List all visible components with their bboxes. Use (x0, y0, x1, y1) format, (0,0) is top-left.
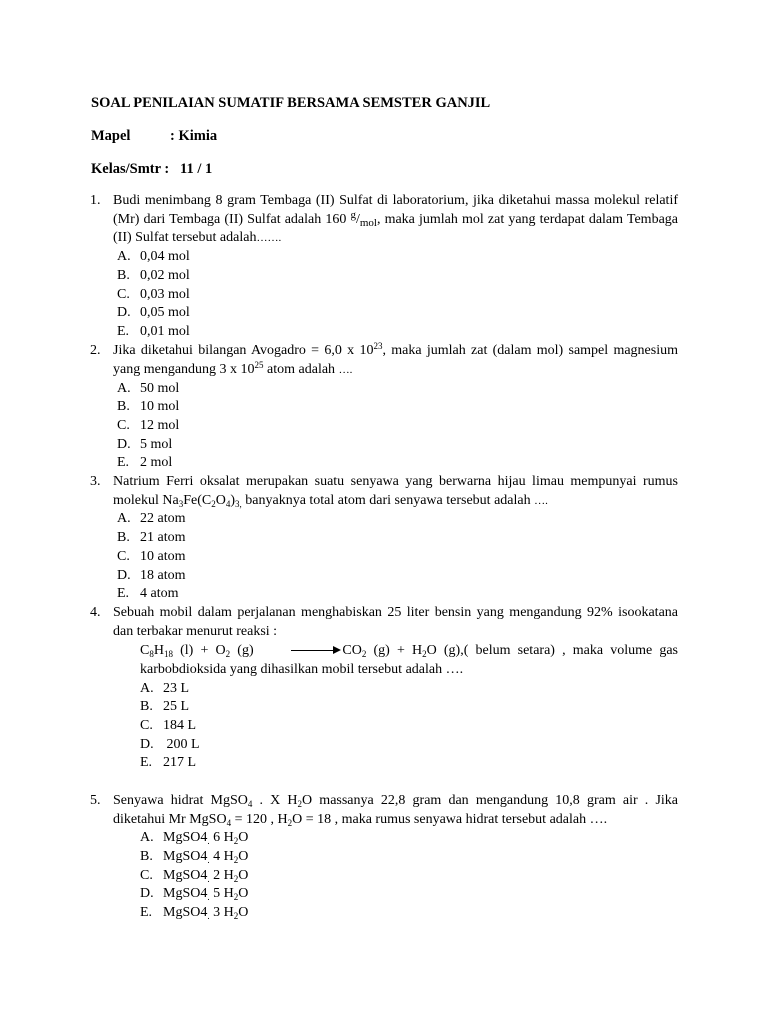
option[interactable]: A. 23 L (140, 681, 190, 696)
option[interactable]: B. 10 mol (117, 399, 180, 414)
option[interactable]: B. $MgSO4_.$ 4 $H_2O$ (140, 849, 249, 865)
question-number: 2. (90, 343, 101, 358)
option[interactable]: D. 18 atom (117, 568, 186, 583)
question-5-text: Senyawa hidrat MgSO$_4$ . X $H_2O$ massanya 22,8 gram dan mengandung 10,8 gram air . Jika diketahui Mr MgSO$_4$ = 120 , $H_2O = 18$ , maka rumus senyawa hidrat tersebut adalah …. (113, 793, 678, 828)
reaction-arrow-icon (291, 646, 341, 656)
option[interactable]: B. 21 atom (117, 530, 186, 545)
question-number: 4. (90, 605, 101, 620)
question-4-text: Sebuah mobil dalam perjalanan menghabiskan 25 liter bensin yang mengandung 92% isookatana dan terbakar menurut reaksi : (113, 605, 678, 639)
option[interactable]: E. 4 atom (117, 586, 179, 601)
option[interactable]: A. 50 mol (117, 381, 180, 396)
option[interactable]: E. 0,01 mol (117, 324, 190, 339)
option[interactable]: D. 200 L (140, 737, 200, 752)
option[interactable]: A. 22 atom (117, 511, 186, 526)
option[interactable]: C. 0,03 mol (117, 287, 190, 302)
question-2-text: Jika diketahui bilangan Avogadro = 6,0 x $10^{23}$, maka jumlah zat (dalam mol) sampel magnesium yang mengandung 3 x $10^{25}$ atom adalah …. (113, 341, 678, 377)
exam-title: SOAL PENILAIAN SUMATIF BERSAMA SEMSTER GANJIL (91, 95, 491, 111)
option[interactable]: E. $MgSO4_.$ 3 $H_2O$ (140, 905, 249, 921)
question-number: 1. (90, 193, 101, 208)
option[interactable]: A. 0,04 mol (117, 249, 190, 264)
question-4-reaction: $C_8H_{18}$ $(l) + O_2$ (g) $CO_2$ $(g) + H_2O$ (g),( belum setara) , maka volume gas karbobdioksida yang dihasilkan mobil tersebut adalah …. (140, 643, 679, 677)
option[interactable]: E. 2 mol (117, 455, 173, 470)
option[interactable]: A. $MgSO4_.$ 6 $H_2O$ (140, 830, 249, 846)
question-1-text: Budi menimbang 8 gram Tembaga (II) Sulfat di laboratorium, jika diketahui massa molekul relatif (Mr) dari Tembaga (II) Sulfat adalah 160 $^g/_{mol}$, maka jumlah mol zat yang terdapat dalam Tembaga (II) Sulfat tersebut adalah……. (113, 193, 678, 246)
option[interactable]: B. 25 L (140, 699, 190, 714)
option[interactable]: D. $MgSO4_.$ 5 $H_2O$ (140, 886, 249, 902)
option[interactable]: C. 10 atom (117, 549, 186, 564)
question-3-text: Natrium Ferri oksalat merupakan suatu senyawa yang berwarna hijau limau mempunyai rumus molekul $Na_3Fe(C_2O_4)_{3,}$ banyaknya total atom dari senyawa tersebut adalah …. (113, 474, 678, 509)
kelas-label: Kelas/Smtr : (91, 161, 170, 177)
mapel-value: : Kimia (170, 128, 218, 144)
kelas-value: 11 / 1 (180, 161, 213, 177)
option[interactable]: B. 0,02 mol (117, 268, 190, 283)
question-number: 3. (90, 474, 101, 489)
option[interactable]: D. 0,05 mol (117, 305, 190, 320)
option[interactable]: C. 12 mol (117, 418, 180, 433)
option[interactable]: D. 5 mol (117, 437, 173, 452)
option[interactable]: E. 217 L (140, 755, 197, 770)
mapel-label: Mapel (91, 128, 131, 144)
question-number: 5. (90, 793, 101, 808)
option[interactable]: C. 184 L (140, 718, 197, 733)
option[interactable]: C. $MgSO4_.$ 2 $H_2O$ (140, 868, 249, 884)
